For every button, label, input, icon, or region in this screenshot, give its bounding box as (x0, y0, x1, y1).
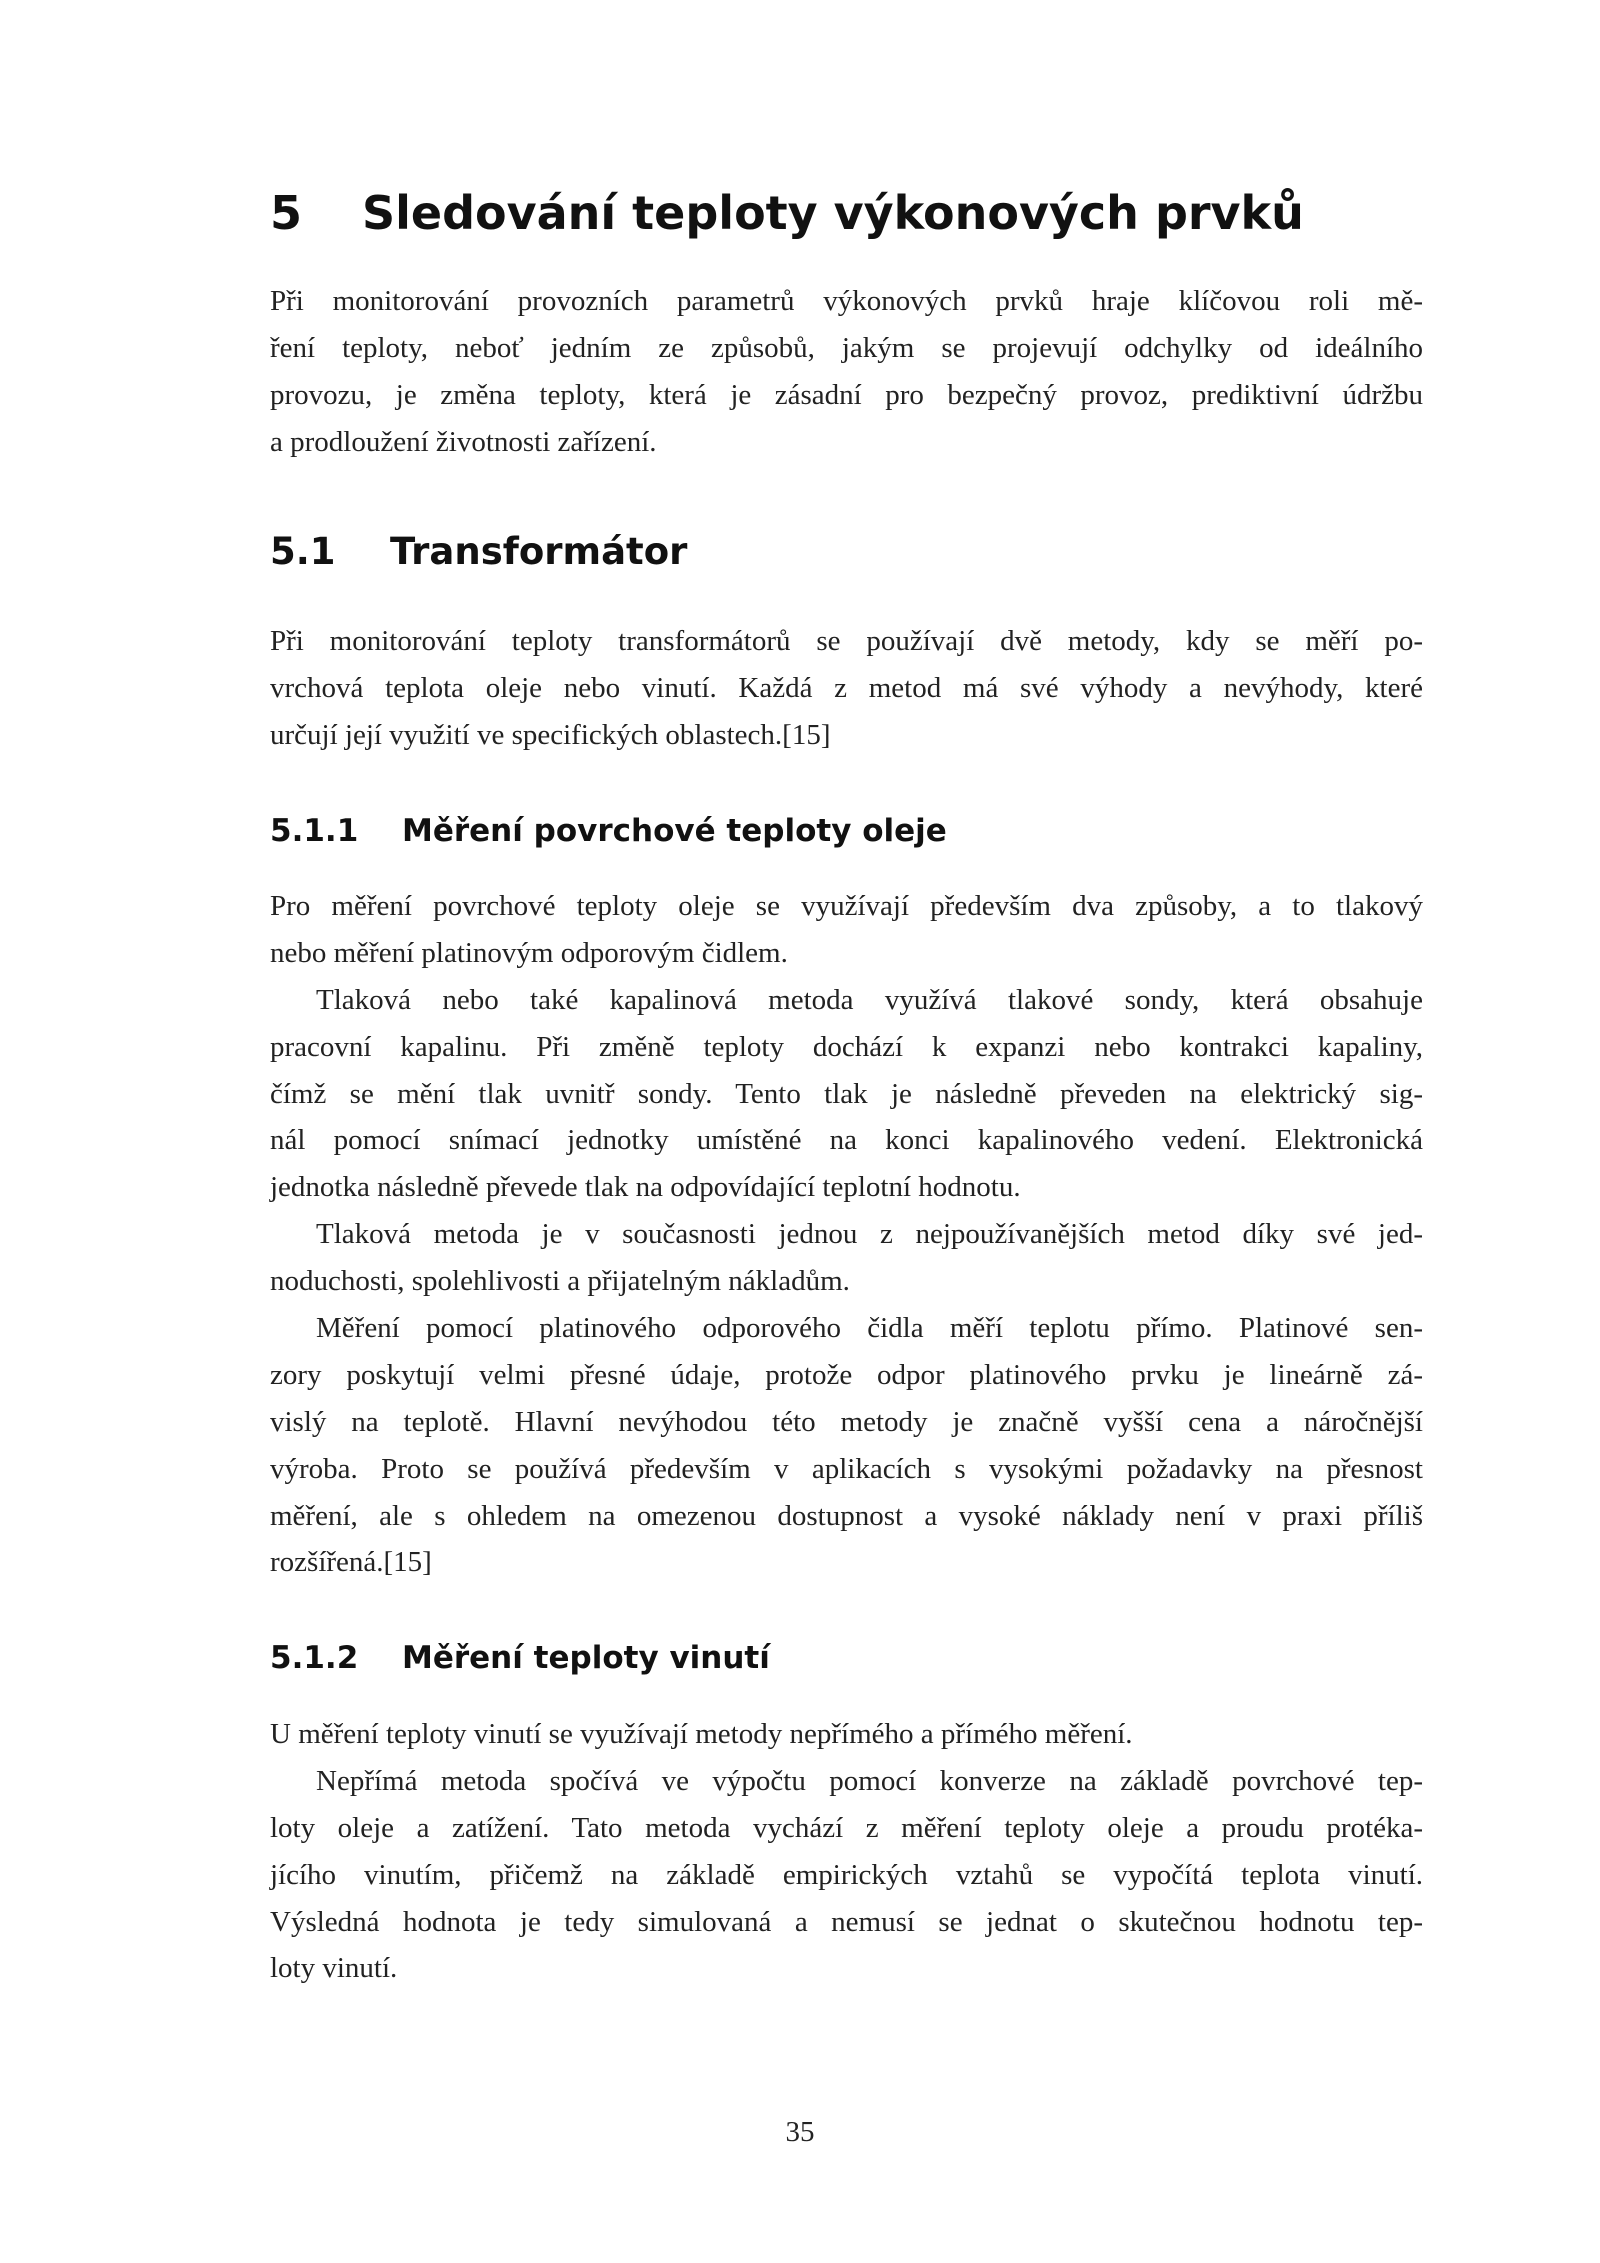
text-line: Tlaková nebo také kapalinová metoda využívá tlakové sondy, která obsahuje (316, 983, 1423, 1016)
text-line: jícího vinutím, přičemž na základě empirických vztahů se vypočítá teplota vinutí. (270, 1858, 1423, 1891)
intro-paragraph (270, 278, 1423, 466)
text-line: vislý na teplotě. Hlavní nevýhodou této metody je značně vyšší cena a náročnější (270, 1405, 1423, 1438)
text-line: jednotka následně převede tlak na odpovídající teplotní hodnotu. (270, 1171, 1021, 1204)
subsection-number: 5.1.2 (270, 1640, 359, 1676)
subsection-heading (270, 813, 1423, 849)
chapter-title: Sledování teploty výkonových prvků (362, 186, 1304, 240)
subsection-number: 5.1.1 (270, 813, 359, 849)
section-heading (270, 530, 1423, 573)
subsection-title: Měření teploty vinutí (402, 1640, 770, 1676)
text-line: loty oleje a zatížení. Tato metoda vychází z měření teploty oleje a proudu protéka- (270, 1811, 1423, 1844)
text-line: a prodloužení životnosti zařízení. (270, 425, 657, 458)
section-number: 5.1 (270, 530, 336, 573)
subsection-heading (270, 1640, 1423, 1676)
page-number: 35 (785, 2116, 815, 2148)
text-line: Tlaková metoda je v současnosti jednou z nejpoužívanějších metod díky své jed- (316, 1218, 1423, 1251)
text-line: výroba. Proto se používá především v aplikacích s vysokými požadavky na přesnost (270, 1452, 1423, 1485)
text-line: Pro měření povrchové teploty oleje se využívají především dva způsoby, a to tlakový (270, 890, 1423, 922)
text-line: pracovní kapalinu. Při změně teploty dochází k expanzi nebo kontrakci kapaliny, (270, 1030, 1423, 1063)
section-paragraph (270, 618, 1423, 759)
chapter-heading (270, 186, 1423, 240)
text-line: Výsledná hodnota je tedy simulovaná a nemusí se jednat o skutečnou hodnotu tep- (270, 1905, 1423, 1938)
subsection-title: Měření povrchové teploty oleje (402, 813, 947, 849)
text-line: rozšířená.[15] (270, 1546, 432, 1579)
chapter-number: 5 (270, 186, 303, 240)
text-line: vrchová teplota oleje nebo vinutí. Každá z metod má své výhody a nevýhody, které (270, 671, 1423, 704)
text-line: nebo měření platinovým odporovým čidlem. (270, 936, 788, 969)
text-line: určují její využití ve specifických oblastech.[15] (270, 718, 831, 751)
text-line: loty vinutí. (270, 1952, 398, 1985)
text-line: Při monitorování provozních parametrů výkonových prvků hraje klíčovou roli mě- (270, 285, 1423, 317)
text-line: ření teploty, neboť jedním ze způsobů, jakým se projevují odchylky od ideálního (270, 331, 1423, 364)
text-line: Při monitorování teploty transformátorů se používají dvě metody, kdy se měří po- (270, 625, 1423, 657)
text-line: nál pomocí snímací jednotky umístěné na konci kapalinového vedení. Elektronická (270, 1124, 1423, 1157)
text-line: noduchosti, spolehlivosti a přijatelným nákladům. (270, 1265, 850, 1298)
text-line: Měření pomocí platinového odporového čidla měří teplotu přímo. Platinové sen- (316, 1312, 1423, 1345)
subsection-1-body (270, 883, 1423, 1586)
subsection-2-body (270, 1711, 1423, 1992)
text-line: měření, ale s ohledem na omezenou dostupnost a vysoké náklady není v praxi příliš (270, 1499, 1423, 1532)
text-line: čímž se mění tlak uvnitř sondy. Tento tlak je následně převeden na elektrický sig- (270, 1077, 1423, 1110)
text-line: U měření teploty vinutí se využívají metody nepřímého a přímého měření. (270, 1718, 1133, 1750)
text-line: zory poskytují velmi přesné údaje, protože odpor platinového prvku je lineárně zá- (270, 1358, 1423, 1391)
text-line: provozu, je změna teploty, která je zásadní pro bezpečný provoz, prediktivní údržbu (270, 378, 1423, 411)
text-line: Nepřímá metoda spočívá ve výpočtu pomocí konverze na základě povrchové tep- (316, 1764, 1423, 1797)
section-title: Transformátor (390, 530, 688, 573)
